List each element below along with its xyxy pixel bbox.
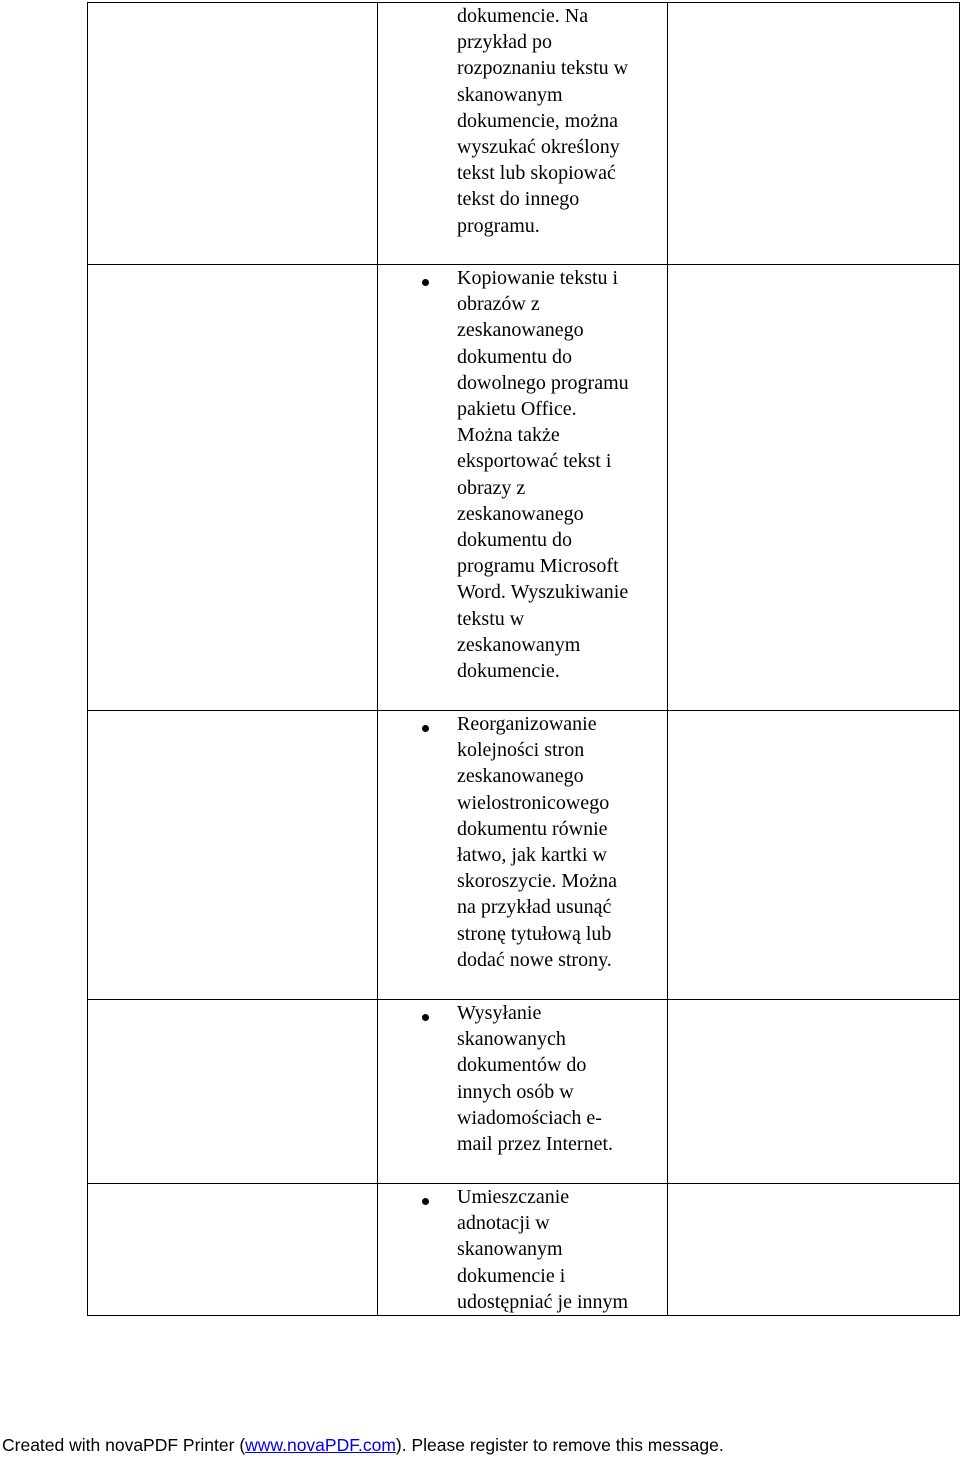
- watermark-footer: [2, 1434, 724, 1456]
- table-border-bottom: [87, 1315, 960, 1316]
- table-row-1-text: dokumencie. Na przykład po rozpoznaniu tekstu w skanowanym dokumencie, można wyszukać określony tekst lub skopiować tekst do innego programu.: [457, 5, 629, 237]
- bullet-icon: [422, 279, 429, 286]
- table-row-2-text: Kopiowanie tekstu i obrazów z zeskanowanego dokumentu do dowolnego programu pakietu Office. Można także eksportować tekst i obrazy z zeskanowanego dokumentu do programu Microsoft Word. Wyszukiwanie tekstu w zeskanowanym dokumencie.: [457, 267, 629, 683]
- footer-prefix: Created with novaPDF Printer (: [2, 1435, 246, 1455]
- bullet-icon: [422, 1014, 429, 1021]
- table-row-5-text: Umieszczanie adnotacji w skanowanym dokumencie i udostępniać je innym: [457, 1186, 629, 1313]
- bullet-icon: [422, 1198, 429, 1205]
- table-column-divider-1: [377, 2, 378, 1316]
- table-border-left: [87, 2, 88, 1316]
- bullet-icon: [422, 725, 429, 732]
- document-table: [87, 2, 960, 1316]
- novapdf-link[interactable]: www.novaPDF.com: [245, 1435, 396, 1455]
- footer-suffix: ). Please register to remove this message.: [395, 1435, 724, 1455]
- table-row-4-text: Wysyłanie skanowanych dokumentów do innych osób w wiadomościach e- mail przez Internet.: [457, 1002, 614, 1156]
- table-row-3-text: Reorganizowanie kolejności stron zeskanowanego wielostronicowego dokumentu równie łatwo, jak kartki w skoroszycie. Można na przykład usunąć stronę tytułową lub dodać nowe strony.: [457, 713, 617, 971]
